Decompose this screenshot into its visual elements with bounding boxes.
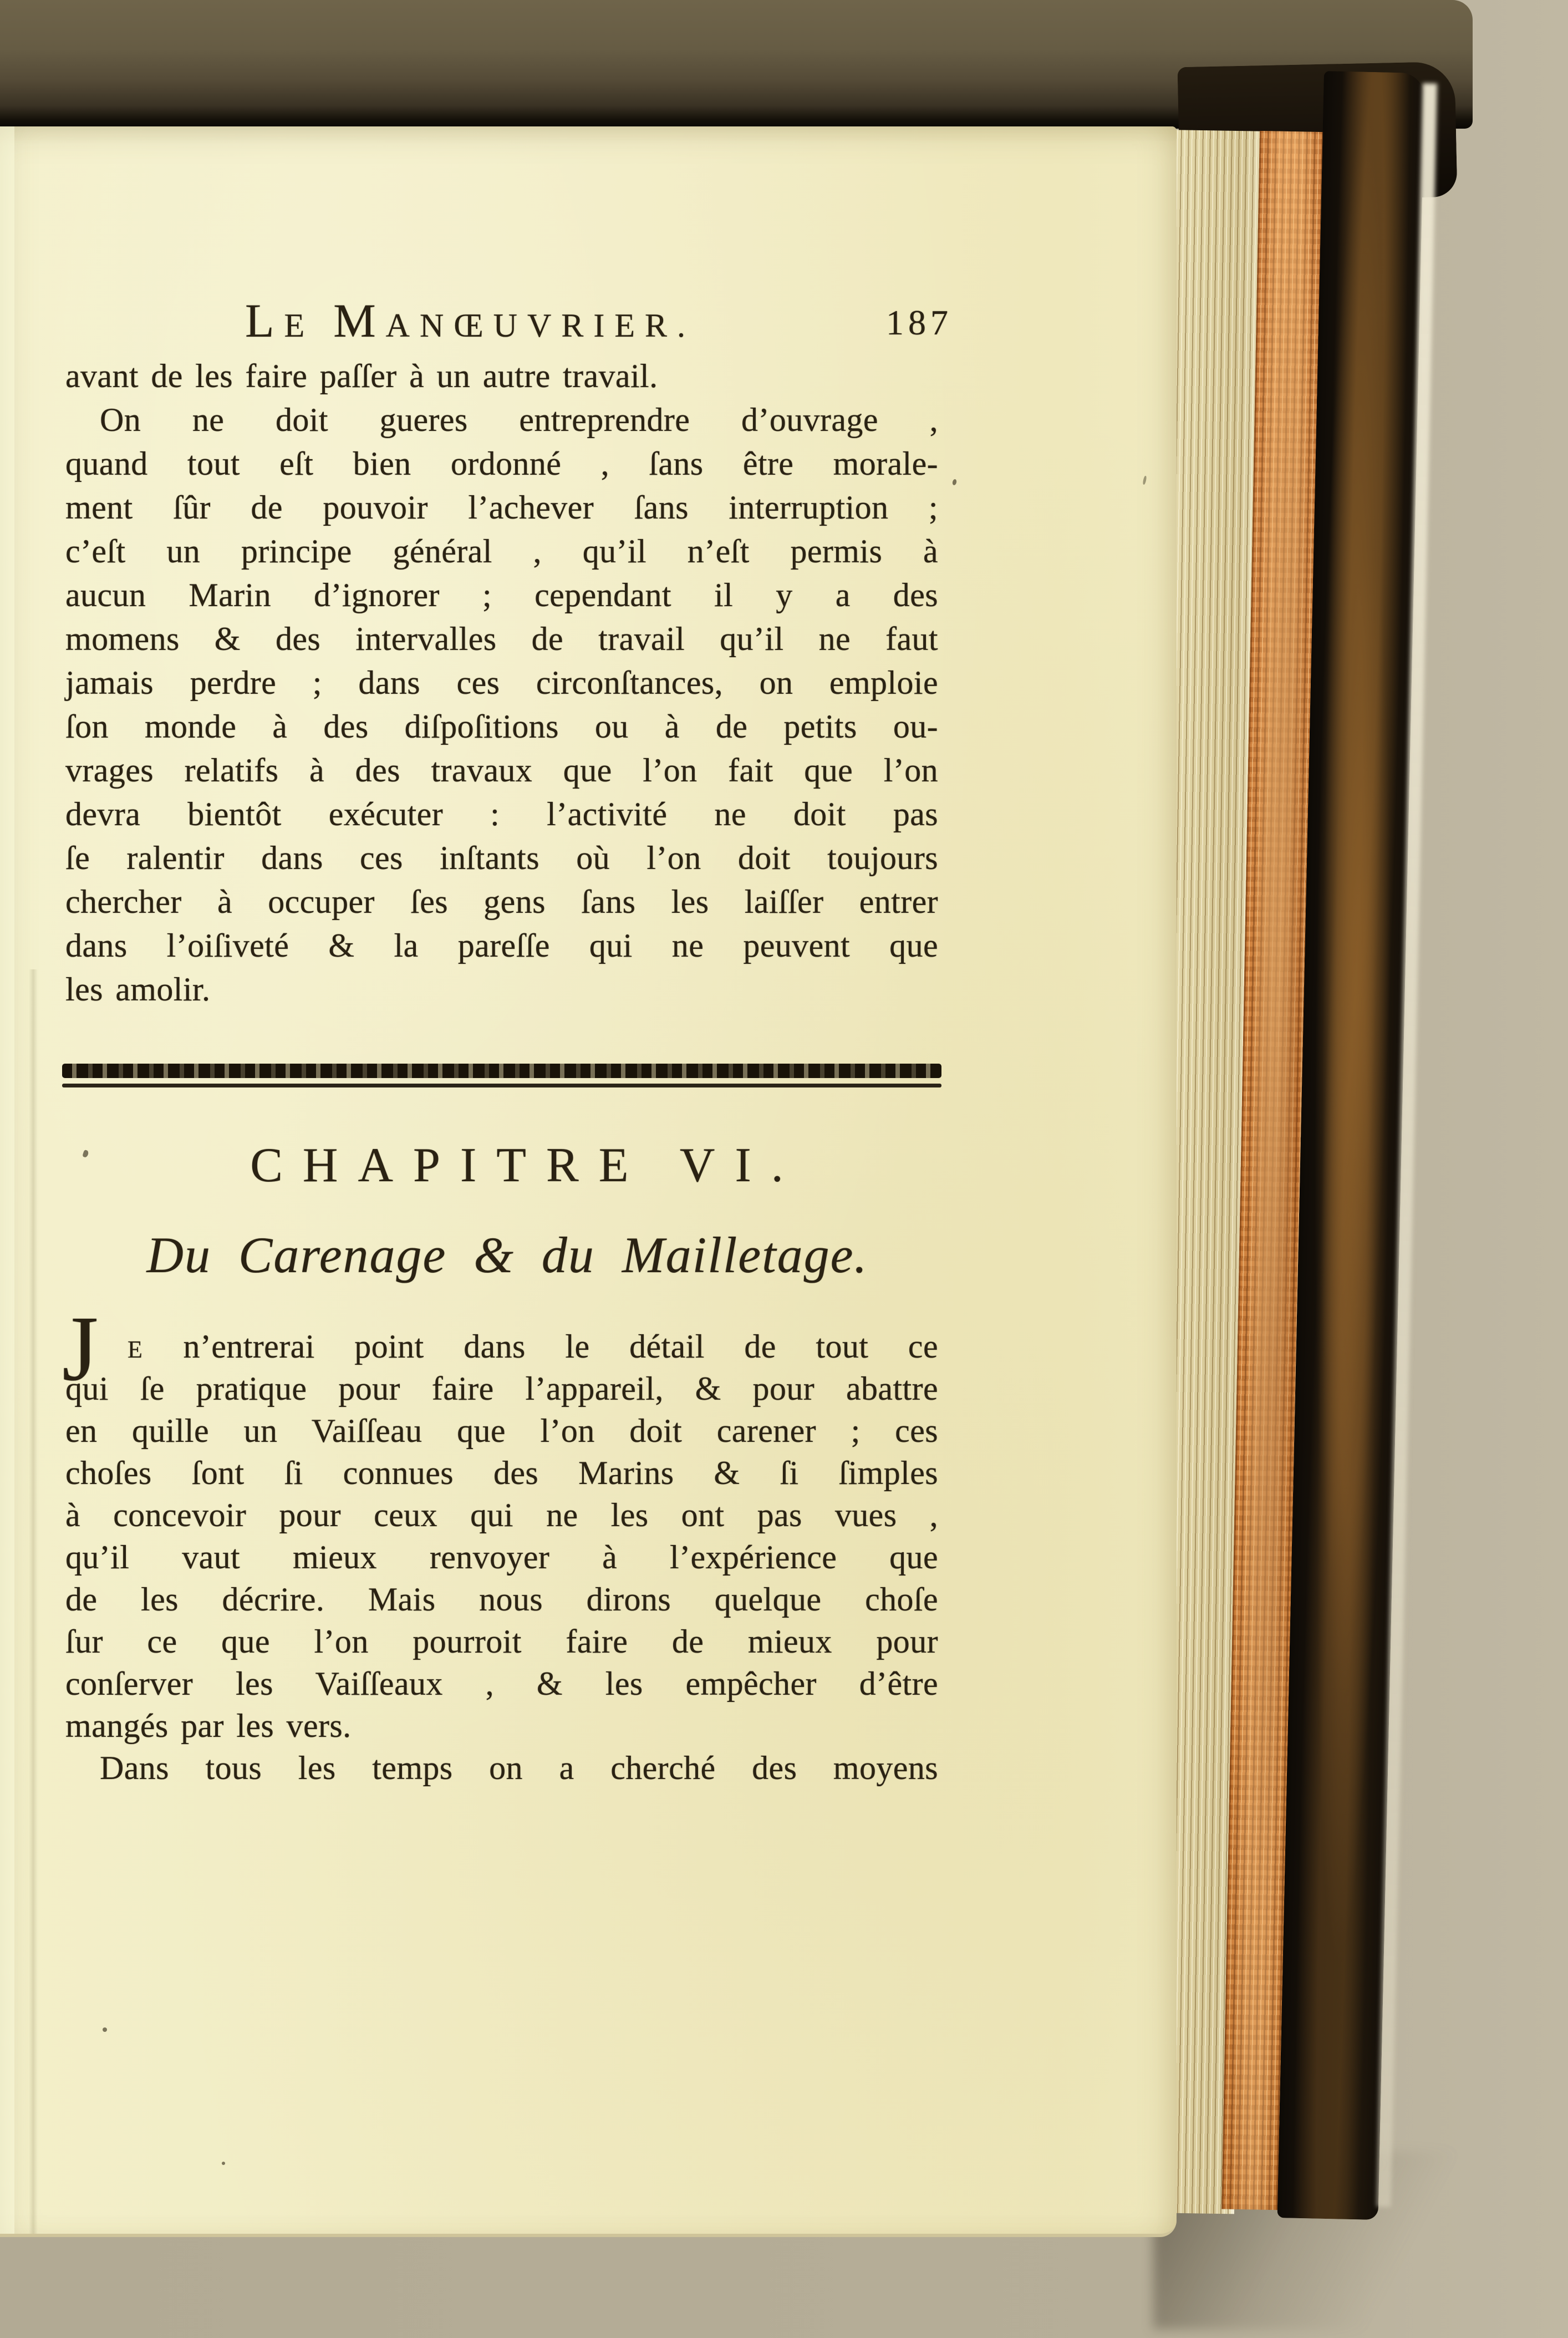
body-line xyxy=(65,1325,938,1368)
body-line: de les décrire. Mais nous dirons quelque choſe xyxy=(65,1581,938,1618)
section-rule-bar xyxy=(62,1064,941,1078)
body-line: quand tout eſt bien ordonné , ſans être morale- xyxy=(65,445,938,482)
body-line: devra bientôt exécuter : l’activité ne doit pas xyxy=(65,796,938,832)
body-line: momens & des intervalles de travail qu’il ne faut xyxy=(65,621,938,657)
book-page xyxy=(0,126,1177,2237)
body-line: ſon monde à des diſpoſitions ou à de petits ou- xyxy=(65,708,938,745)
page-gutter-highlight xyxy=(0,126,14,2234)
header-title xyxy=(245,293,695,353)
drop-cap: J xyxy=(62,1297,99,1400)
body-line: On ne doit gueres entreprendre d’ouvrage , xyxy=(100,401,938,438)
chapter-subtitle: Du Carenage & du Mailletage. xyxy=(146,1227,868,1283)
ink-speck xyxy=(103,2027,107,2032)
ink-speck xyxy=(1142,476,1147,485)
body-line: choſes ſont ſi connues des Marins & ſi ſimples xyxy=(65,1455,938,1491)
paragraph-continued xyxy=(65,354,938,1012)
body-line: qu’il vaut mieux renvoyer à l’expérience que xyxy=(65,1539,938,1575)
body-line: c’eſt un principe général , qu’il n’eſt permis à xyxy=(65,533,938,570)
header-title-initial: M xyxy=(333,294,386,347)
body-line: Dans tous les temps on a cherché des moyens xyxy=(100,1750,938,1786)
body-line: jamais perdre ; dans ces circonſtances, on emploie xyxy=(65,664,938,701)
body-line: ſur ce que l’on pourroit faire de mieux pour xyxy=(65,1623,938,1660)
body-line: mangés par les vers. xyxy=(65,1707,352,1744)
body-line: aucun Marin d’ignorer ; cependant il y a des xyxy=(65,577,938,613)
body-line: qui ſe pratique pour faire l’appareil, & pour abattre xyxy=(65,1370,938,1407)
page-gutter-crease xyxy=(29,969,38,2234)
drop-cap-companion: E xyxy=(128,1336,144,1363)
body-line: conſerver les Vaiſſeaux , & les empêcher d’être xyxy=(65,1665,938,1702)
body-line: à concevoir pour ceux qui ne les ont pas vues , xyxy=(65,1497,938,1533)
section-rule-line xyxy=(62,1084,941,1087)
body-line: les amolir. xyxy=(65,971,211,1008)
ink-speck xyxy=(952,479,957,485)
body-line: dans l’oiſiveté & la pareſſe qui ne peuvent que xyxy=(65,927,938,964)
body-line: vrages relatifs à des travaux que l’on fait que l’on xyxy=(65,752,938,789)
page-number: 187 xyxy=(886,303,953,342)
paragraph-chapter6 xyxy=(62,1297,938,1789)
body-line: ment ſûr de pouvoir l’achever ſans interruption ; xyxy=(65,489,938,526)
header-title-smallcaps: E xyxy=(284,307,315,344)
body-line: en quille un Vaiſſeau que l’on doit carener ; ces xyxy=(65,1412,938,1449)
body-line-text: n’entrerai point dans le détail de tout ce xyxy=(183,1328,938,1365)
section-rule xyxy=(62,1064,941,1087)
header-title-initial: L xyxy=(245,294,284,347)
running-header xyxy=(0,293,1177,354)
chapter-heading: CHAPITRE VI. xyxy=(250,1138,803,1192)
header-title-smallcaps: ANŒUVRIER. xyxy=(385,307,696,344)
body-line: chercher à occuper ſes gens ſans les laiſſer entrer xyxy=(65,883,938,920)
body-line: ſe ralentir dans ces inſtants où l’on doit toujours xyxy=(65,840,938,876)
ink-speck xyxy=(222,2162,225,2165)
body-line: avant de les faire paſſer à un autre travail. xyxy=(65,358,658,394)
